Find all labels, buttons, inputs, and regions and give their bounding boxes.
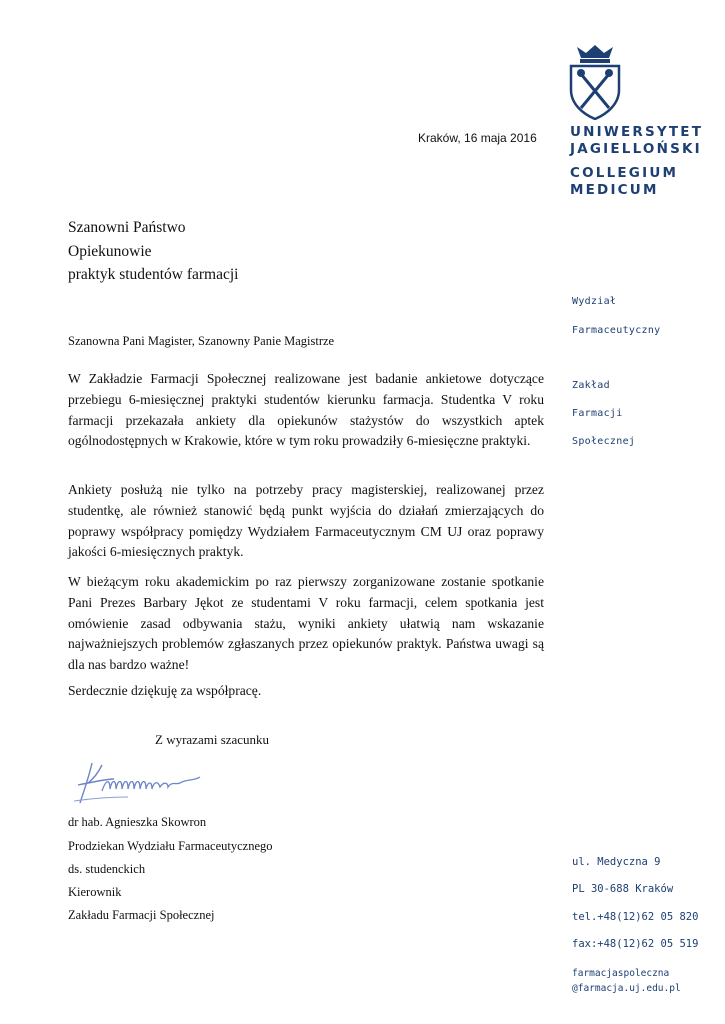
signer-name: dr hab. Agnieszka Skowron [68,815,207,829]
addressee-line-1: Szanowni Państwo [68,219,186,236]
body-paragraph-1: W Zakładzie Farmacji Społecznej realizowane jest badanie ankietowe dotyczące przebiegu 6-miesięcznej praktyki studentów kierunku farmacja. Studentka V roku farmacji przekazała ankiety dla opiekunów stażystów do wszystkich aptek ogólnodostępnych w Krakowie, które w tym roku prowadziły 6-miesięczne praktyki. [68,371,544,449]
contact-city: PL 30-688 Kraków [572,883,674,895]
regards-line: Z wyrazami szacunku [155,732,270,747]
sidebar-unit-line-2: Farmacji [572,408,623,419]
sidebar-unit-line-3: Społecznej [572,436,636,447]
contact-fax: fax:+48(12)62 05 519 [572,938,699,950]
signer-title-1: Prodziekan Wydziału Farmaceutycznego [68,839,273,853]
contact-address: ul. Medyczna 9 [572,856,661,868]
contact-email-domain: @farmacja.uj.edu.pl [572,983,681,994]
contact-phone: tel.+48(12)62 05 820 [572,911,699,923]
body-paragraph-3: W bieżącym roku akademickim po raz pierwszy zorganizowane zostanie spotkanie Pani Prezes Barbary Jękot ze studentami V roku farmacji, celem spotkania jest omówienie zasad odbywania stażu, wyniki ankiety ułatwią nam wskazanie najważniejszych problemów zgłaszanych przez opiekunów praktyk. Państwa uwagi są dla nas bardzo ważne! [68,574,544,673]
signer-title-4: Zakładu Farmacji Społecznej [68,908,215,922]
sidebar-unit-line-1: Zakład [572,380,610,391]
body-paragraph-2: Ankiety posłużą nie tylko na potrzeby pracy magisterskiej, realizowanej przez studentkę, ale również stanowić będą punkt wyjścia do działań zmierzających do poprawy współpracy pomiędzy Wydziałem Farmaceutycznym CM UJ oraz poprawy jakości 6-miesięcznych praktyk. [68,482,544,560]
sidebar-faculty-line-1: Wydział [572,296,617,307]
sidebar-faculty-line-2: Farmaceutyczny [572,325,661,336]
signer-title-2: ds. studenckich [68,862,146,876]
contact-email-user: farmacjaspoleczna [572,968,670,979]
addressee-line-2: Opiekunowie [68,243,152,260]
logo-line-uniwersytet: UNIWERSYTET [570,124,704,140]
logo-line-jagiellonski: JAGIELLOŃSKI [570,141,702,157]
closing-line: Serdecznie dziękuję za współpracę. [68,683,262,698]
signer-title-3: Kierownik [68,885,122,899]
logo-line-medicum: MEDICUM [570,182,659,198]
uj-crest-icon [567,44,623,120]
signature-icon [68,755,228,810]
salutation: Szanowna Pani Magister, Szanowny Panie Magistrze [68,334,335,348]
letter-date: Kraków, 16 maja 2016 [418,131,537,145]
logo-line-collegium: COLLEGIUM [570,165,679,181]
addressee-line-3: praktyk studentów farmacji [68,266,239,283]
